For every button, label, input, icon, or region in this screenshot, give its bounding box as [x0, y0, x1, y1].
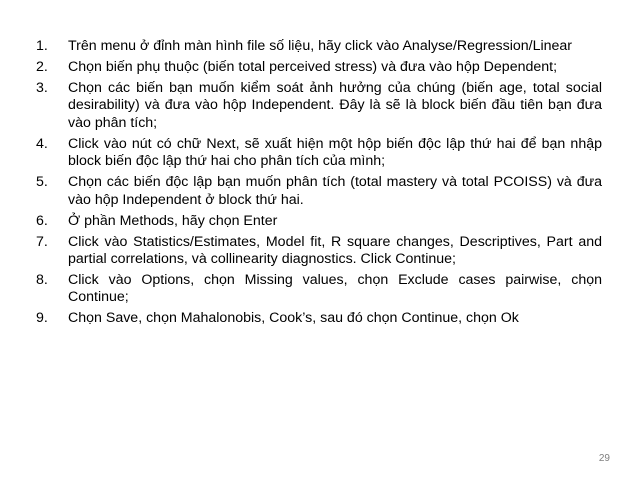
- step-number: 2.: [36, 59, 48, 75]
- step-number: 3.: [36, 80, 48, 96]
- step-text: Click vào nút có chữ Next, sẽ xuất hiện một hộp biến độc lập thứ hai để bạn nhập block biến độc lập thứ hai cho phân tích của mình;: [68, 135, 602, 170]
- step-text: Chọn các biến bạn muốn kiểm soát ảnh hưởng của chúng (biến age, total social desirability) và đưa vào hộp Independent. Đây là sẽ là block biến đầu tiên bạn đưa vào phân tích;: [68, 80, 602, 131]
- step-number: 9.: [36, 310, 48, 327]
- list-item: [36, 80, 602, 132]
- step-number: 6.: [36, 212, 48, 229]
- step-number: 5.: [36, 174, 48, 191]
- list-item: [36, 234, 602, 269]
- list-item: [36, 38, 602, 55]
- step-number: 4.: [36, 135, 48, 152]
- step-number: 8.: [36, 272, 48, 289]
- step-text: Chọn biến phụ thuộc (biến total perceived stress) và đưa vào hộp Dependent;: [68, 59, 558, 75]
- step-text: Trên menu ở đỉnh màn hình file số liệu, hãy click vào Analyse/Regression/Linear: [68, 38, 573, 54]
- instruction-list: [36, 38, 602, 331]
- step-text: Click vào Options, chọn Missing values, chọn Exclude cases pairwise, chọn Continue;: [68, 272, 602, 306]
- page-number: 29: [598, 453, 610, 464]
- step-text: Ở phần Methods, hãy chọn Enter: [68, 212, 278, 229]
- list-item: [36, 136, 602, 171]
- step-text: Click vào Statistics/Estimates, Model fit, R square changes, Descriptives, Part and partial correlations, và collinearity diagnostics. Click Continue;: [68, 233, 602, 268]
- step-text: Chọn Save, chọn Mahalonobis, Cook’s, sau đó chọn Continue, chọn Ok: [68, 310, 519, 327]
- list-item: [36, 272, 602, 307]
- step-text: Chọn các biến độc lập bạn muốn phân tích (total mastery và total PCOISS) và đưa vào hộp Independent ở block thứ hai.: [68, 174, 602, 208]
- list-item: [36, 174, 602, 209]
- step-number: 7.: [36, 233, 48, 250]
- list-item: [36, 310, 602, 327]
- step-number: 1.: [36, 38, 48, 54]
- list-item: [36, 59, 602, 76]
- list-item: [36, 213, 602, 230]
